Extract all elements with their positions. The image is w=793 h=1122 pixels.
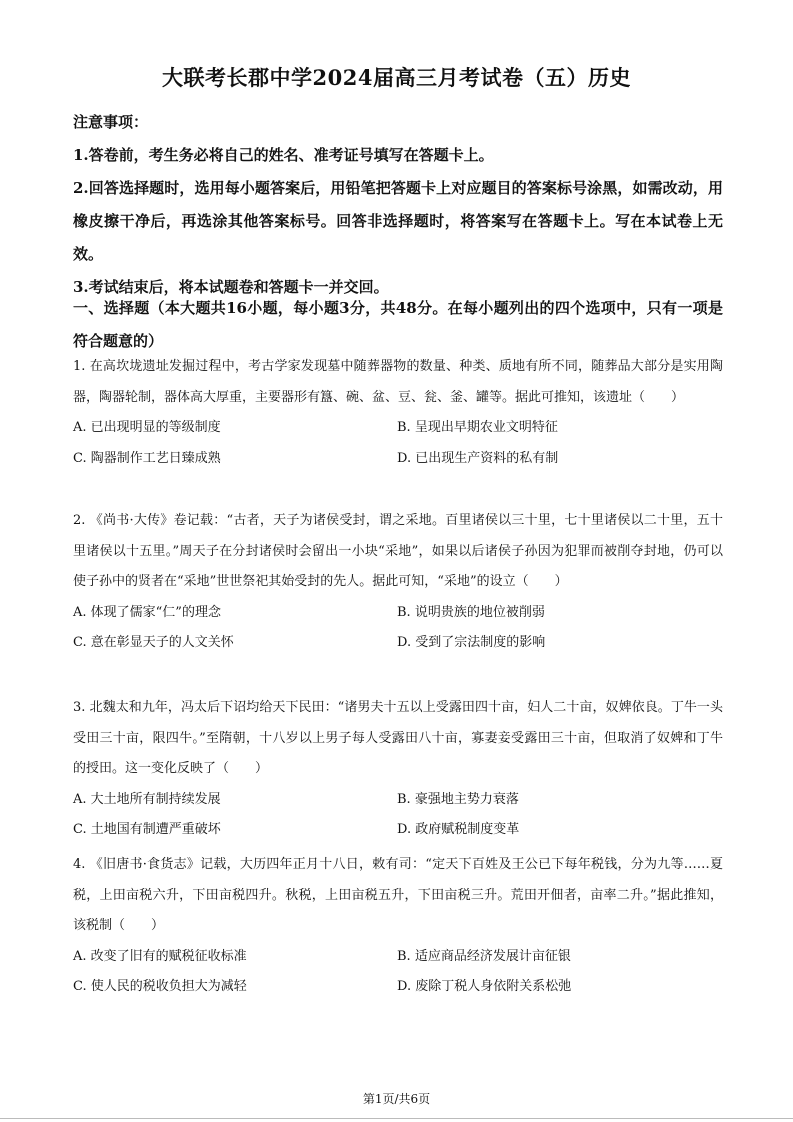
option-b: B. 呈现出早期农业文明特征	[397, 420, 558, 435]
page-title: 大联考长郡中学2024届高三月考试卷（五）历史	[162, 65, 631, 90]
option-d: D. 受到了宗法制度的影响	[397, 635, 546, 650]
question-3	[73, 693, 723, 846]
page-number: 第1页/共6页	[362, 1092, 431, 1106]
option-b: B. 适应商品经济发展计亩征银	[397, 948, 571, 964]
question-stem: 3. 北魏太和九年，冯太后下诏均给天下民田：“诸男夫十五以上受露田四十亩，妇人二十亩，奴婢依良。丁牛一头受田三十亩，限四牛。”至隋朝，十八岁以上男子每人受露田八十亩，寡妻妾受露田三十亩，但取消了奴婢和丁牛的授田。这一变化反映了（ ）	[73, 700, 723, 776]
question-stem: 1. 在高坎垅遗址发掘过程中，考古学家发现墓中随葬器物的数量、种类、质地有所不同，随葬品大部分是实用陶器，陶器轮制，器体高大厚重，主要器形有簋、碗、盆、豆、瓮、釜、罐等。据此可推知，该遗址（ ）	[73, 359, 723, 405]
question-1	[73, 352, 723, 474]
notes-heading: 注意事项：	[73, 113, 149, 131]
option-c: C. 意在彰显天子的人文关怀	[73, 635, 234, 650]
question-4	[73, 850, 723, 1003]
option-b: B. 豪强地主势力衰落	[397, 791, 519, 807]
option-a: A. 大土地所有制持续发展	[73, 791, 221, 807]
option-d: D. 已出现生产资料的私有制	[397, 450, 559, 466]
section-heading-block	[73, 292, 723, 358]
option-a: A. 改变了旧有的赋税征收标准	[73, 948, 247, 964]
question-options	[73, 413, 723, 474]
option-a: A. 体现了儒家“仁”的理念	[73, 604, 221, 620]
question-options	[73, 942, 723, 1003]
option-d: D. 政府赋税制度变革	[397, 822, 520, 837]
question-options	[73, 785, 723, 846]
question-options	[73, 598, 723, 659]
option-d: D. 废除丁税人身依附关系松弛	[397, 979, 572, 994]
option-c: C. 土地国有制遭严重破坏	[73, 822, 221, 837]
question-stem: 4. 《旧唐书·食货志》记载，大历四年正月十八日，敕有司：“定天下百姓及王公已下每年税钱，分为九等……夏税，上田亩税六升，下田亩税四升。秋税，上田亩税五升，下田亩税三升。荒田开佃者，亩率二升。”据此推知，该税制（ ）	[73, 857, 723, 933]
option-c: C. 使人民的税收负担大为减轻	[73, 979, 247, 994]
question-stem: 2. 《尚书·大传》卷记载：“古者，天子为诸侯受封，谓之采地。百里诸侯以三十里，七十里诸侯以二十里，五十里诸侯以十五里。”周天子在分封诸侯时会留出一小块“采地”，如果以后诸侯子孙因为犯罪而被削夺封地，仍可以使子孙中的贤者在“采地”世世祭祀其始受封的先人。据此可知，“采地”的设立（ ）	[73, 513, 723, 589]
note-item: 2.回答选择题时，选用每小题答案后，用铅笔把答题卡上对应题目的答案标号涂黑，如需改动，用橡皮擦干净后，再选涂其他答案标号。回答非选择题时，将答案写在答题卡上。写在本试卷上无效。	[73, 179, 723, 263]
option-b: B. 说明贵族的地位被削弱	[397, 604, 545, 620]
option-a: A. 已出现明显的等级制度	[73, 420, 221, 435]
question-2	[73, 506, 723, 659]
section-heading: 一、选择题（本大题共16小题，每小题3分，共48分。在每小题列出的四个选项中，只有一项是符合题意的）	[73, 299, 723, 350]
note-item: 1.答卷前，考生务必将自己的姓名、准考证号填写在答题卡上。	[73, 146, 494, 164]
note-item: 3.考试结束后，将本试题卷和答题卡一并交回。	[73, 278, 389, 296]
notes-section	[73, 106, 723, 304]
option-c: C. 陶器制作工艺日臻成熟	[73, 450, 221, 466]
page-divider	[0, 1118, 793, 1119]
